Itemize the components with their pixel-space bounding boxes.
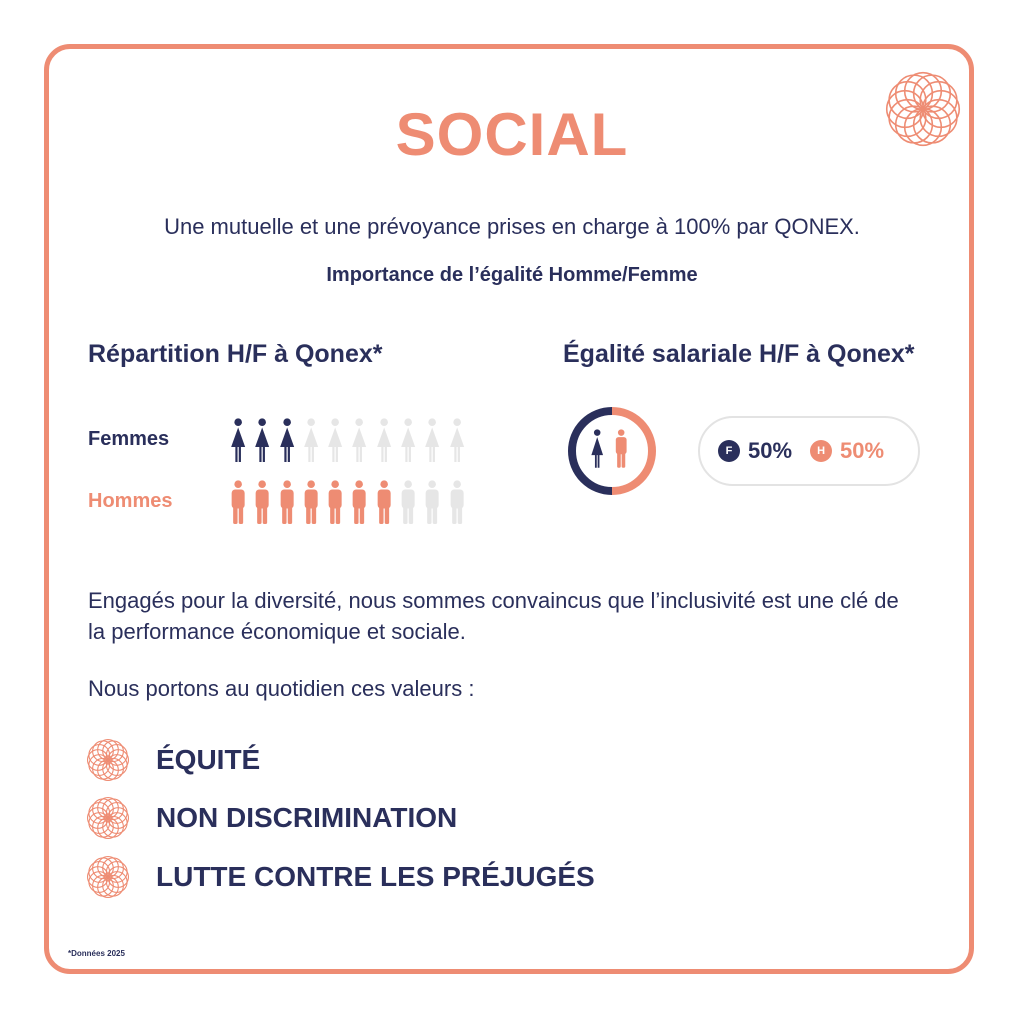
female-person-icon — [420, 418, 444, 462]
f-percentage: 50% — [748, 438, 793, 463]
male-person-icon — [299, 480, 323, 524]
female-icon — [591, 429, 603, 467]
male-person-icon — [420, 480, 444, 524]
values-intro: Nous portons au quotidien ces valeurs : — [88, 676, 475, 701]
female-person-icon — [372, 418, 396, 462]
footnote: *Données 2025 — [68, 949, 125, 958]
intro-text: Une mutuelle et une prévoyance prises en charge à 100% par QONEX. — [164, 214, 860, 239]
male-person-icon — [250, 480, 274, 524]
female-person-icon — [323, 418, 347, 462]
value-item — [86, 855, 595, 899]
value-label: NON DISCRIMINATION — [156, 802, 458, 833]
egalite-title: Égalité salariale H/F à Qonex* — [563, 340, 915, 368]
male-person-icon — [347, 480, 371, 524]
h-percentage: 50% — [840, 438, 885, 463]
salary-equality-pill — [698, 416, 920, 486]
flower-bullet-icon — [86, 738, 130, 782]
donut-female-half — [572, 411, 612, 491]
male-person-icon — [323, 480, 347, 524]
flower-bullet-icon — [86, 855, 130, 899]
f-badge: F — [718, 440, 740, 462]
male-person-icon — [275, 480, 299, 524]
h-badge: H — [810, 440, 832, 462]
row-label-femmes: Femmes — [88, 428, 170, 450]
female-person-icon — [445, 418, 469, 462]
male-person-icon — [396, 480, 420, 524]
male-person-icon — [445, 480, 469, 524]
female-person-icon — [347, 418, 371, 462]
female-person-icon — [299, 418, 323, 462]
male-person-icon — [372, 480, 396, 524]
subheading: Importance de l’égalité Homme/Femme — [326, 264, 698, 286]
repartition-title: Répartition H/F à Qonex* — [88, 340, 383, 368]
male-person-icon — [226, 480, 250, 524]
female-person-icon — [275, 418, 299, 462]
value-item — [86, 796, 457, 840]
male-icon — [616, 429, 627, 467]
row-label-hommes: Hommes — [88, 490, 173, 512]
salary-equality-donut — [568, 407, 656, 495]
value-label: LUTTE CONTRE LES PRÉJUGÉS — [156, 861, 595, 892]
female-person-icon — [226, 418, 250, 462]
diversity-paragraph: Engagés pour la diversité, nous sommes convaincus que l’inclusivité est une clé de la performance économique et sociale. — [88, 588, 899, 644]
value-item — [86, 738, 260, 782]
hommes-pictogram-row — [226, 480, 469, 524]
flower-bullet-icon — [86, 796, 130, 840]
page-title: SOCIAL — [395, 101, 629, 168]
value-label: ÉQUITÉ — [156, 744, 261, 775]
femmes-pictogram-row — [226, 418, 469, 462]
female-person-icon — [396, 418, 420, 462]
female-person-icon — [250, 418, 274, 462]
